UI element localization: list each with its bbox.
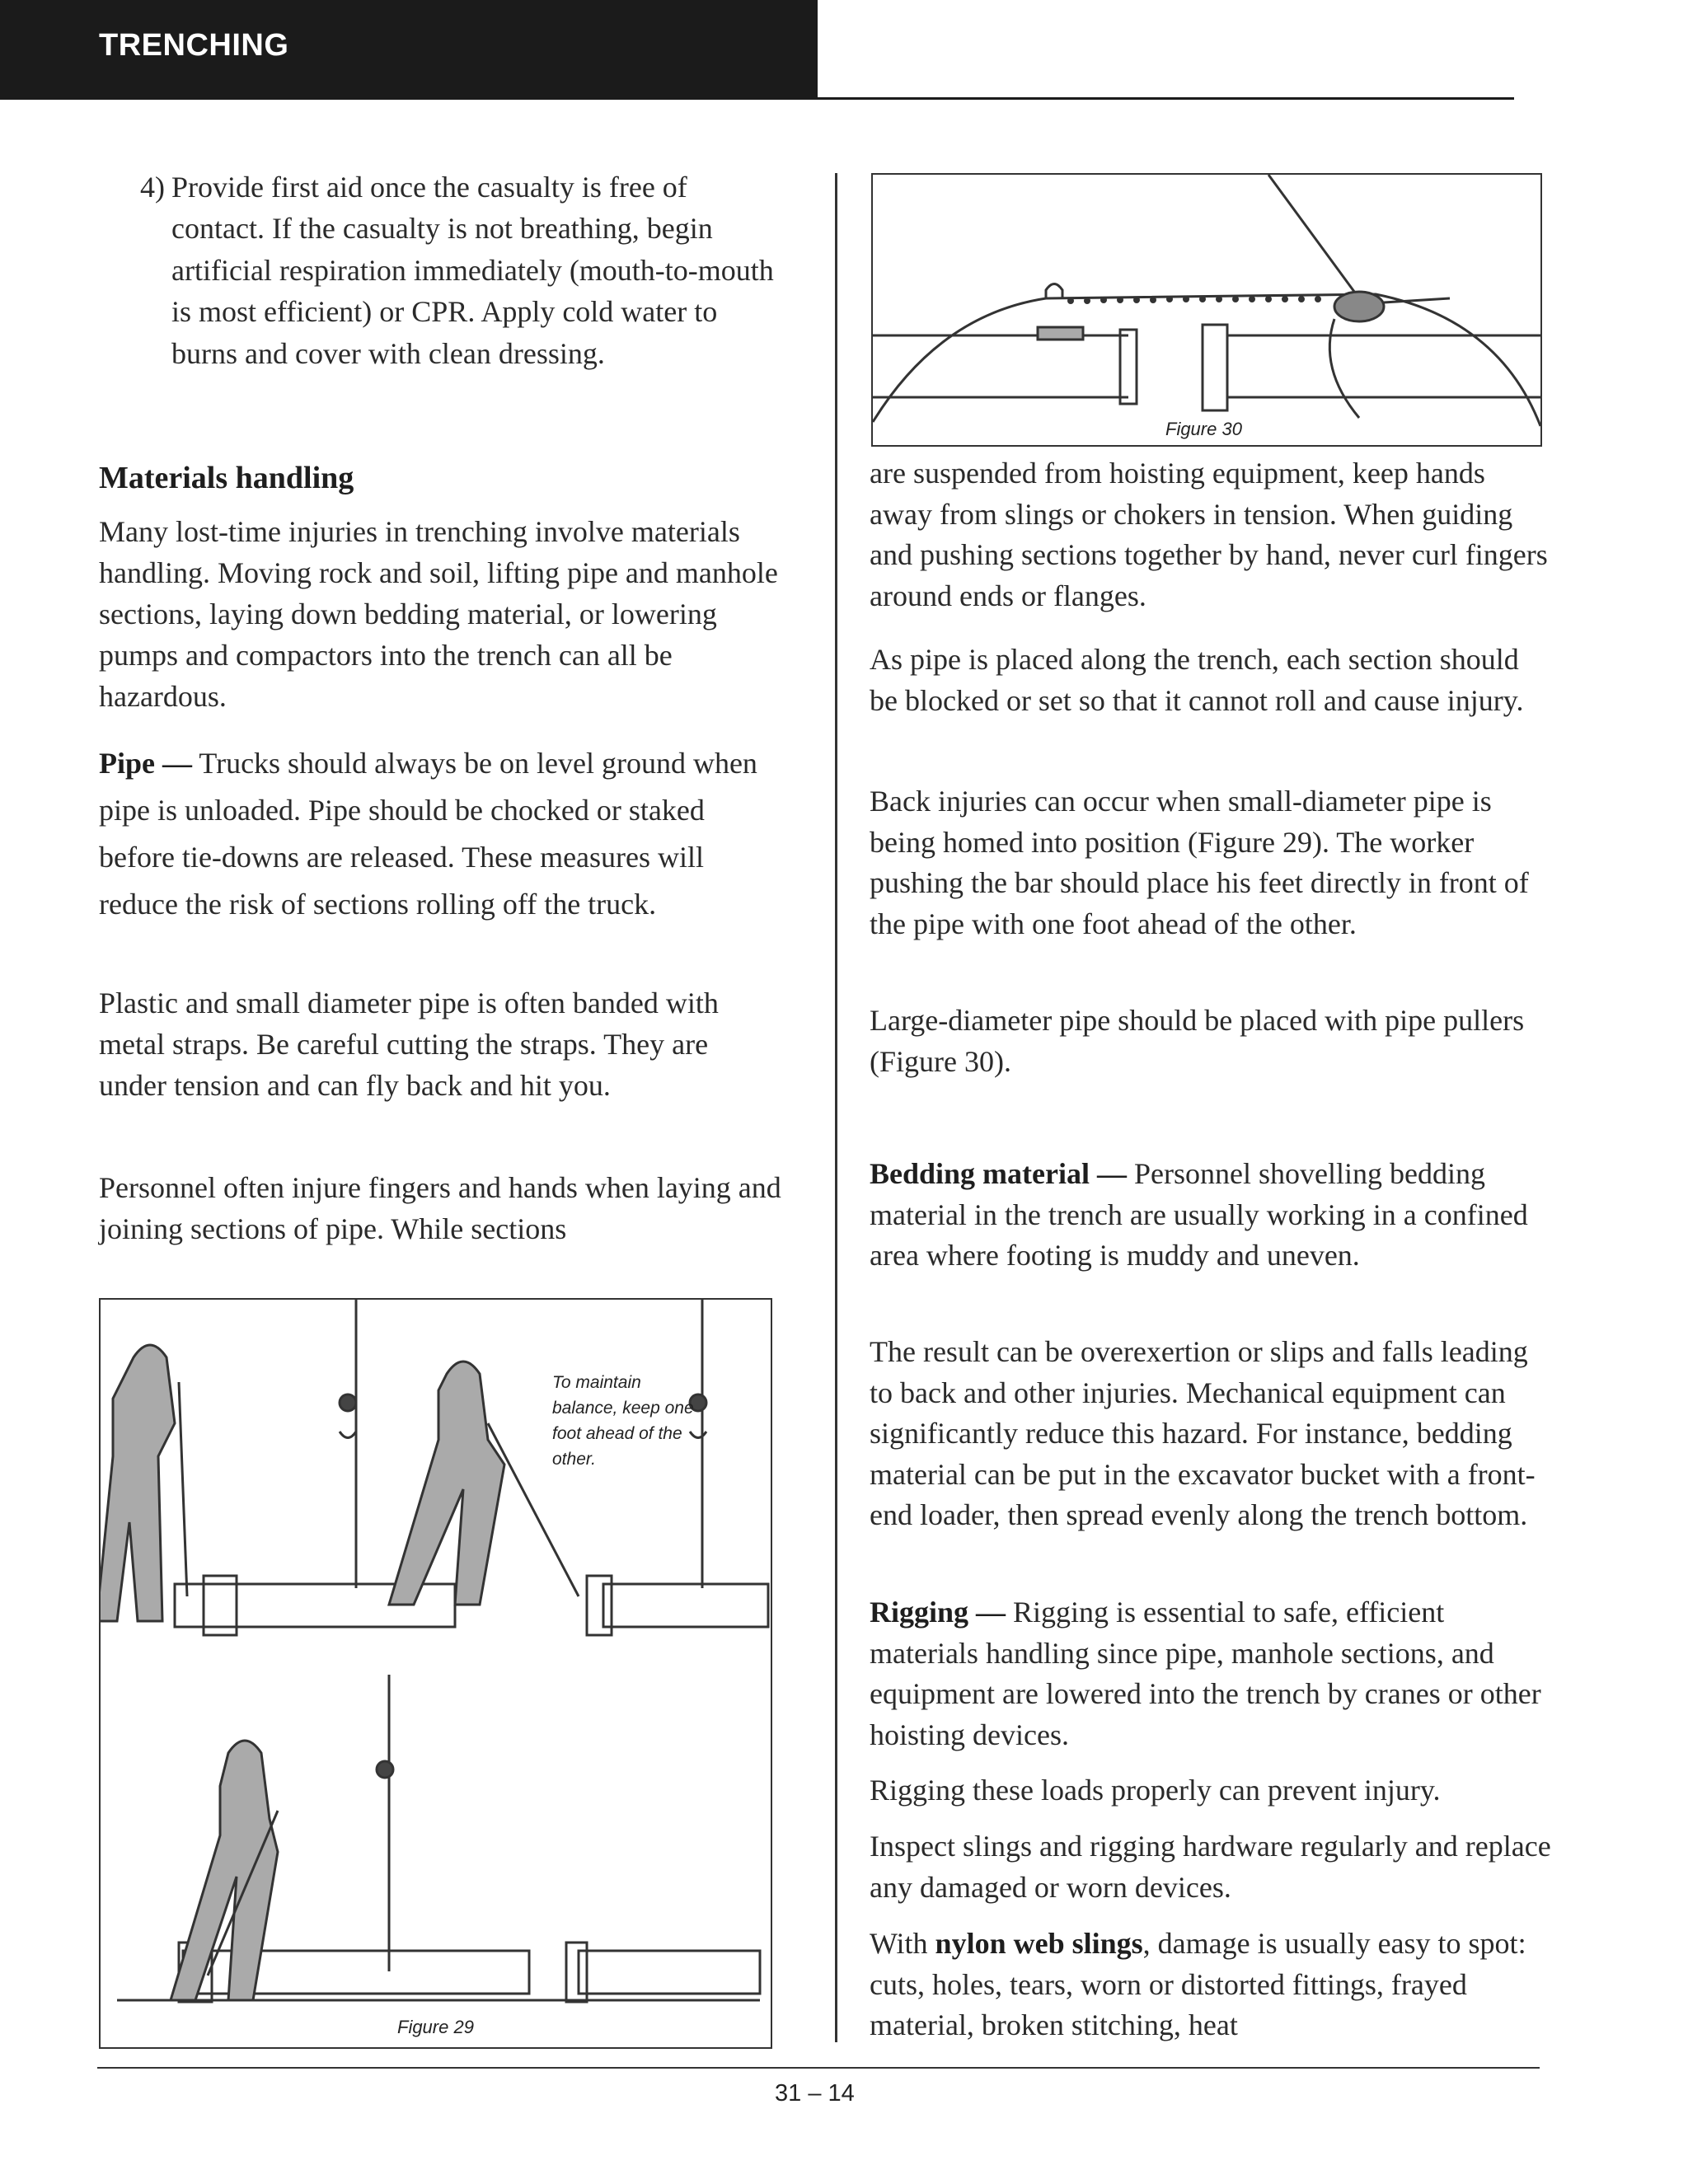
- section-title: TRENCHING: [99, 28, 289, 63]
- personnel-paragraph: Personnel often injure fingers and hands when laying and joining sections of pipe. While sections: [99, 1171, 781, 1245]
- rigging-text: Rigging is essential to safe, efficient materials handling since pipe, manhole sections, and equipment are lowered into the trench by cranes or other hoisting devices.: [870, 1596, 1541, 1751]
- figure-30-caption: Figure 30: [1165, 419, 1242, 439]
- pipe-run-in-heading: Pipe —: [99, 747, 192, 780]
- materials-handling-heading: Materials handling: [99, 461, 354, 495]
- list-item-number: 4): [140, 171, 165, 204]
- bedding-material-paragraph: [870, 1154, 1554, 1277]
- figure-30: [871, 173, 1542, 447]
- figure-29: [99, 1298, 772, 2049]
- suspended-sections-paragraph: are suspended from hoisting equipment, keep hands away from slings or chokers in tension. When guiding and pushing sections together by hand, never curl fingers around ends or flanges.: [870, 457, 1548, 612]
- rigging-paragraph: [870, 1592, 1554, 1755]
- bedding-text: Personnel shovelling bedding material in the trench are usually working in a confined area where footing is muddy and uneven.: [870, 1157, 1528, 1272]
- pipe-puller-illustration: [873, 175, 1540, 445]
- figure-29-caption: Figure 29: [397, 2017, 474, 2037]
- page-number: 31 – 14: [775, 2080, 855, 2107]
- first-aid-list-item: Provide first aid once the casualty is free of contact. If the casualty is not breathing, begin artificial respiration immediately (mouth-to-mouth is most efficient) or CPR. Apply cold water to burns and cover with clean dressing.: [171, 171, 774, 370]
- rigging-loads-paragraph: Rigging these loads properly can prevent injury.: [870, 1774, 1441, 1807]
- rigging-run-in-heading: Rigging —: [870, 1596, 1006, 1629]
- nylon-post: , damage is usually easy to spot: cuts, holes, tears, worn or distorted fittings, frayed material, broken stitching, heat: [870, 1927, 1526, 2041]
- nylon-bold-term: nylon web slings: [935, 1927, 1143, 1960]
- column-divider: [835, 173, 837, 2042]
- nylon-slings-paragraph: [870, 1924, 1554, 2046]
- footer-rule: [97, 2067, 1540, 2069]
- bedding-run-in-heading: Bedding material —: [870, 1157, 1127, 1190]
- pipe-paragraph: [99, 740, 783, 928]
- pipe-placement-paragraph: As pipe is placed along the trench, each section should be blocked or set so that it cannot roll and cause injury.: [870, 643, 1524, 717]
- nylon-pre: With: [870, 1927, 935, 1960]
- pipe-text: Trucks should always be on level ground when pipe is unloaded. Pipe should be chocked or staked before tie-downs are released. These measures will reduce the risk of sections rolling off the truck.: [99, 747, 757, 921]
- header-rule: [818, 97, 1514, 100]
- result-paragraph: The result can be overexertion or slips and falls leading to back and other injuries. Mechanical equipment can significantly reduce this hazard. For instance, bedding material can be put in the excavator bucket with a front-end loader, then spread evenly along the trench bottom.: [870, 1335, 1536, 1531]
- inspect-paragraph: Inspect slings and rigging hardware regularly and replace any damaged or worn devices.: [870, 1830, 1551, 1904]
- back-injuries-paragraph: Back injuries can occur when small-diameter pipe is being homed into position (Figure 29). The worker pushing the bar should place his feet directly in front of the pipe with one foot ahead of the other.: [870, 785, 1529, 940]
- large-diameter-paragraph: Large-diameter pipe should be placed with pipe pullers (Figure 30).: [870, 1004, 1525, 1078]
- materials-handling-paragraph: Many lost-time injuries in trenching involve materials handling. Moving rock and soil, lifting pipe and manhole sections, laying down bedding material, or lowering pumps and compactors into the trench can all be hazardous.: [99, 515, 778, 713]
- figure-29-note: To maintain balance, keep one foot ahead of the other.: [552, 1373, 694, 1469]
- plastic-pipe-paragraph: Plastic and small diameter pipe is often banded with metal straps. Be careful cutting the straps. They are under tension and can fly back and hit you.: [99, 987, 719, 1102]
